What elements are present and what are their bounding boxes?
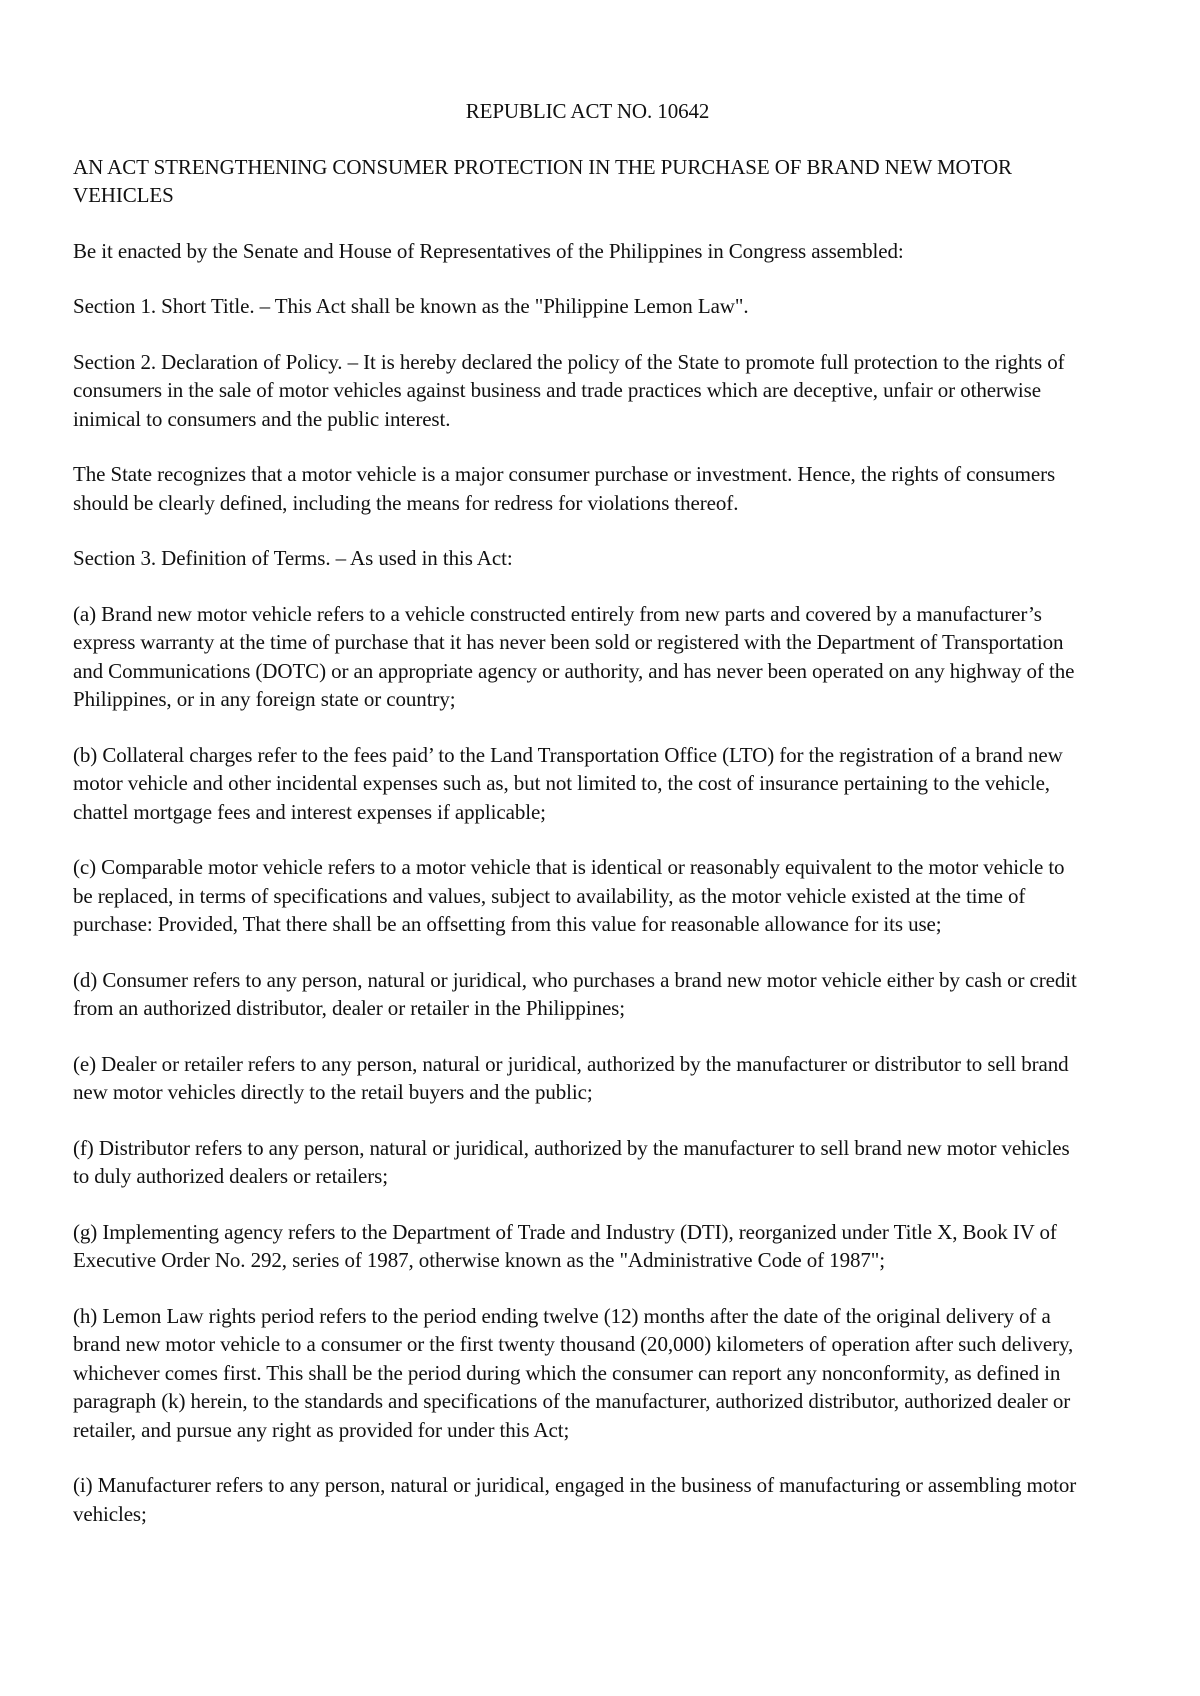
act-long-title: AN ACT STRENGTHENING CONSUMER PROTECTION IN THE PURCHASE OF BRAND NEW MOTOR VEHICLES [73,154,1012,207]
section-3-definition-of-terms: Section 3. Definition of Terms. – As used in this Act: [73,546,513,570]
section-2-continuation: The State recognizes that a motor vehicle is a major consumer purchase or investment. Hence, the rights of consumers should be clearly defined, including the means for redress for violations thereof. [73,462,1056,515]
enacting-clause: Be it enacted by the Senate and House of Representatives of the Philippines in Congress assembled: [73,238,904,263]
section-2-declaration-of-policy: Section 2. Declaration of Policy. – It is hereby declared the policy of the State to promote full protection to the rights of consumers in the sale of motor vehicles against business and trade practices which are deceptive, unfair or otherwise inimical to consumers and the public interest. [73,349,1065,431]
definition-h-lemon-law-rights-period: (h) Lemon Law rights period refers to the period ending twelve (12) months after the date of the original delivery of a brand new motor vehicle to a consumer or the first twenty thousand (20,000) kilometers of operation after such delivery, whichever comes first. This shall be the period during which the consumer can report any nonconformity, as defined in paragraph (k) herein, to the standards and specifications of the manufacturer, authorized distributor, authorized dealer or retailer, and pursue any right as provided for under this Act; [73,1303,1074,1442]
definition-i-manufacturer: (i) Manufacturer refers to any person, natural or juridical, engaged in the business of manufacturing or assembling motor vehicles; [73,1473,1077,1526]
definition-b-collateral-charges: (b) Collateral charges refer to the fees paid’ to the Land Transportation Office (LTO) for the registration of a brand new motor vehicle and other incidental expenses such as, but not limited to, the cost of insurance pertaining to the vehicle, chattel mortgage fees and interest expenses if applicable; [73,742,1063,824]
definition-c-comparable-motor-vehicle: (c) Comparable motor vehicle refers to a motor vehicle that is identical or reasonably equivalent to the motor vehicle to be replaced, in terms of specifications and values, subject to availability, as the motor vehicle existed at the time of purchase: Provided, That there shall be an offsetting from this value for reasonable allowance for its use; [73,855,1065,936]
definition-a-brand-new-motor-vehicle: (a) Brand new motor vehicle refers to a vehicle constructed entirely from new parts and covered by a manufacturer’s express warranty at the time of purchase that it has never been sold or registered with the Department of Transportation and Communications (DOTC) or an appropriate agency or authority, and has never been operated on any highway of the Philippines, or in any foreign state or country; [73,601,1075,711]
definition-d-consumer: (d) Consumer refers to any person, natural or juridical, who purchases a brand new motor vehicle either by cash or credit from an authorized distributor, dealer or retailer in the Philippines; [73,967,1077,1020]
definition-e-dealer-or-retailer: (e) Dealer or retailer refers to any person, natural or juridical, authorized by the manufacturer or distributor to sell brand new motor vehicles directly to the retail buyers and the public; [73,1051,1069,1104]
definition-f-distributor: (f) Distributor refers to any person, natural or juridical, authorized by the manufacturer to sell brand new motor vehicles to duly authorized dealers or retailers; [73,1135,1070,1188]
definition-g-implementing-agency: (g) Implementing agency refers to the Department of Trade and Industry (DTI), reorganized under Title X, Book IV of Executive Order No. 292, series of 1987, otherwise known as the "Administrative Code of 1987"; [73,1219,1057,1272]
section-1-short-title: Section 1. Short Title. – This Act shall be known as the "Philippine Lemon Law". [73,294,749,318]
act-number-title: REPUBLIC ACT NO. 10642 [465,99,710,123]
